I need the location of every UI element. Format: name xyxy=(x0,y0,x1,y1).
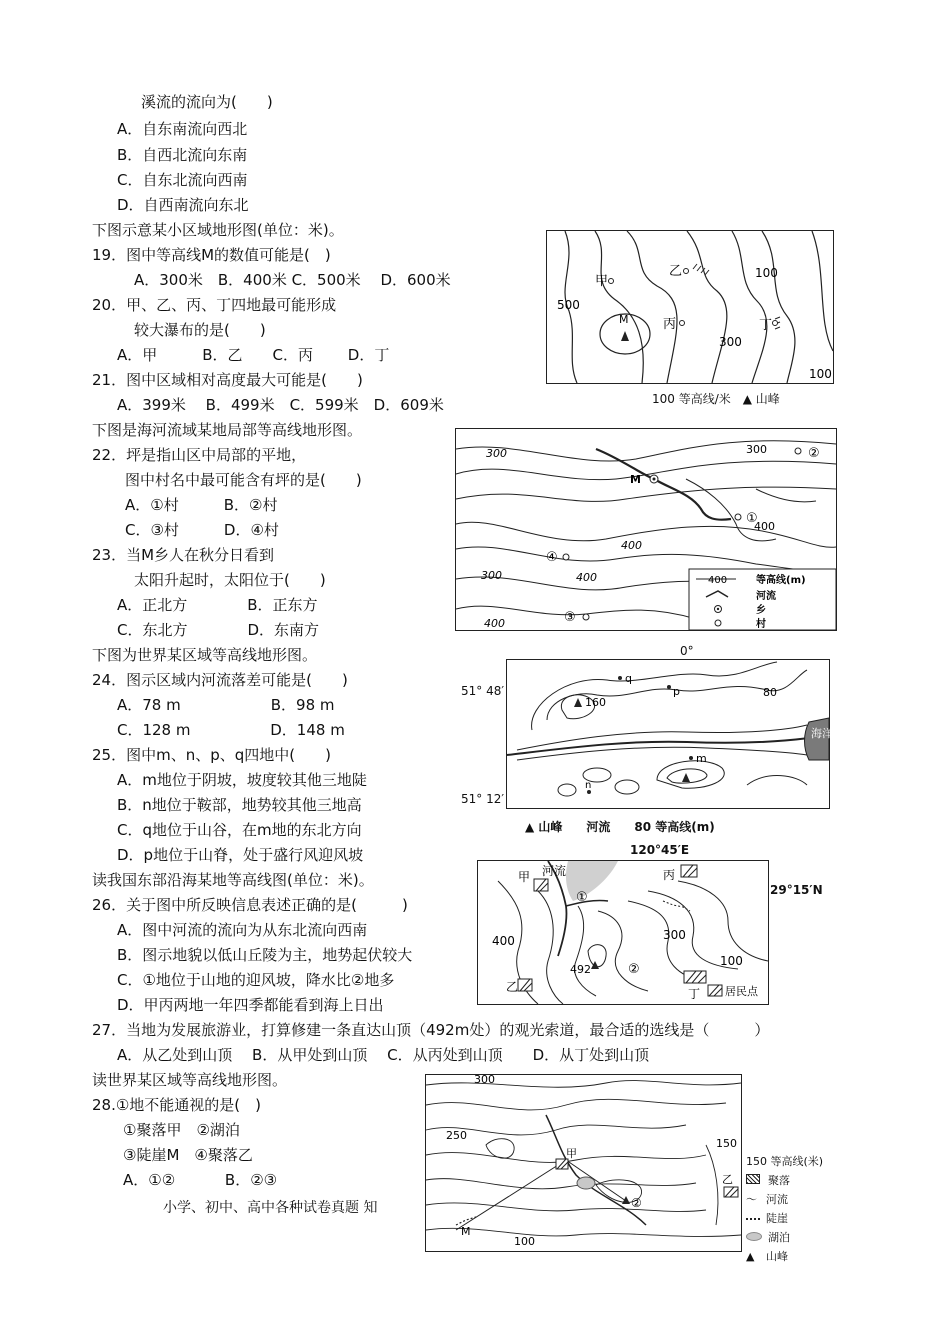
map3-contour xyxy=(532,662,777,730)
map5-legend-lake-icon xyxy=(746,1232,762,1241)
map5-legend-contour: 150 等高线(米) xyxy=(746,1155,824,1168)
map1-point-bing xyxy=(680,321,685,326)
q23-options-cd: C．东北方 D．东南方 xyxy=(117,621,320,639)
q26-stem: 26．关于图中所反映信息表述正确的是( ) xyxy=(92,896,408,914)
map2-label-v4: ④ xyxy=(546,550,558,565)
q21-stem: 21．图中区域相对高度最大可能是( ) xyxy=(92,371,363,389)
map1-label-jia: 甲 xyxy=(595,274,609,289)
map5-contour xyxy=(706,1145,718,1225)
q25-option-a: A．m地位于阴坡，坡度较其他三地陡 xyxy=(117,771,367,789)
map3-contour xyxy=(615,780,639,794)
map1-label-m: M xyxy=(619,313,629,326)
map3-contour-map xyxy=(506,659,833,809)
map2-contour xyxy=(456,461,836,479)
map5-contour-map xyxy=(425,1074,742,1252)
map1-label-300: 300 xyxy=(719,335,742,349)
map3-label-80: 80 xyxy=(763,686,777,699)
map4-contour xyxy=(538,891,563,1004)
map5-legend-settlement-icon xyxy=(746,1174,760,1184)
map2-legend-river: 河流 xyxy=(756,591,776,602)
q26-option-a: A．图中河流的流向为从东北流向西南 xyxy=(117,921,368,939)
q24-stem: 24．图示区域内河流落差可能是( ) xyxy=(92,671,348,689)
map5-legend-peak-icon: ▲ xyxy=(746,1250,755,1263)
map4-peak-icon xyxy=(591,961,599,969)
map1-peak-icon xyxy=(621,331,629,341)
map3-contour xyxy=(657,761,724,788)
map4-label-peak: 492 xyxy=(570,963,591,976)
map5-legend-river: 河流 xyxy=(766,1193,788,1206)
map1-label-bing: 丙 xyxy=(663,317,677,332)
map2-legend-village-icon xyxy=(715,620,721,626)
map2-label-m: M xyxy=(630,473,641,486)
map3-point-q xyxy=(618,676,622,680)
map5-legend-lake: 湖泊 xyxy=(768,1231,790,1244)
map1-contour xyxy=(627,231,677,383)
map3-lat2-label: 51° 12′ xyxy=(461,792,505,806)
q23-stem-cont: 太阳升起时，太阳位于( ) xyxy=(134,571,326,589)
map4-contour-map xyxy=(477,860,769,1005)
map1-label-100b: 100 xyxy=(809,367,832,381)
map3-label-q: q xyxy=(625,672,632,685)
map5-svg xyxy=(426,1075,741,1251)
q26-option-b: B．图示地貌以低山丘陵为主，地势起伏较大 xyxy=(117,946,413,964)
map4-svg xyxy=(478,861,768,1004)
map2-legend-contour-val: 400 xyxy=(708,575,728,586)
q19-stem: 19．图中等高线M的数值可能是( ) xyxy=(92,246,331,264)
map5-legend-lake-row xyxy=(746,1228,823,1247)
map3-label-m: m xyxy=(696,752,707,765)
q24-options-cd: C．128 m D．148 m xyxy=(117,721,345,739)
intro-map3: 下图为世界某区域等高线地形图。 xyxy=(92,646,318,664)
map3-river xyxy=(507,738,809,755)
map5-label-250: 250 xyxy=(446,1129,467,1142)
map2-label-300c: 300 xyxy=(481,569,502,582)
intro-map5: 读世界某区域等高线地形图。 xyxy=(92,1071,288,1089)
map3-contour xyxy=(517,725,807,750)
map4-label-ding: 丁 xyxy=(688,987,701,1001)
map2-label-400c: 400 xyxy=(754,520,775,533)
map5-label-m: M xyxy=(461,1225,471,1238)
map1-contour xyxy=(687,231,727,383)
map5-legend-river-icon: ～ xyxy=(746,1193,757,1206)
q25-option-b: B．n地位于鞍部，地势较其他三地高 xyxy=(117,796,362,814)
q28-list-2: ③陡崖M ④聚落乙 xyxy=(123,1146,253,1164)
q28-list-1: ①聚落甲 ②湖泊 xyxy=(123,1121,240,1139)
map5-legend-cliff-row xyxy=(746,1209,823,1228)
map2-contour xyxy=(456,441,836,461)
map4-label-c1: ① xyxy=(576,890,588,905)
map3-point-p xyxy=(667,685,671,689)
map2-label-v3: ③ xyxy=(564,610,576,625)
map5-contour xyxy=(426,1203,706,1212)
intro-map2: 下图是海河流域某地局部等高线地形图。 xyxy=(92,421,363,439)
map4-label-yi: 乙 xyxy=(506,980,519,994)
q18-option-d: D．自西南流向东北 xyxy=(117,196,249,214)
map4-contour xyxy=(678,881,768,961)
map3-label-peak: 160 xyxy=(585,696,606,709)
map4-legend-settlement: 居民点 xyxy=(725,985,758,998)
map4-label-400: 400 xyxy=(492,934,515,948)
map4-label-bing: 丙 xyxy=(663,868,676,882)
map1-cliff xyxy=(693,264,709,275)
map4-label-c2: ② xyxy=(628,962,640,977)
q20-options: A．甲 B．乙 C．丙 D．丁 xyxy=(117,346,390,364)
map4-label-300: 300 xyxy=(663,928,686,942)
q21-options: A．399米 B．499米 C．599米 D．609米 xyxy=(117,396,444,414)
map5-label-100: 100 xyxy=(514,1235,535,1248)
map1-contour xyxy=(812,231,833,351)
map2-label-400a: 400 xyxy=(621,539,642,552)
map1-contour xyxy=(732,231,767,383)
map2-legend-township: 乡 xyxy=(756,605,766,616)
map3-point-m xyxy=(689,756,693,760)
q18-stem-cont: 溪流的流向为( ) xyxy=(141,93,273,111)
map5-label-peak: ② xyxy=(631,1196,642,1210)
map3-peak-icon-m xyxy=(682,773,690,782)
map5-lake xyxy=(577,1177,595,1189)
map1-label-yi: 乙 xyxy=(669,264,683,279)
q20-stem: 20．甲、乙、丙、丁四地最可能形成 xyxy=(92,296,337,314)
map2-village-3 xyxy=(583,614,589,620)
map2-contour-map xyxy=(455,428,837,631)
map5-legend-cliff-icon xyxy=(746,1218,760,1220)
map5-legend xyxy=(746,1152,823,1266)
map3-lon-label: 0° xyxy=(680,644,694,658)
q26-option-d: D．甲丙两地一年四季都能看到海上日出 xyxy=(117,996,384,1014)
map2-label-400b: 400 xyxy=(576,571,597,584)
map5-label-yi: 乙 xyxy=(722,1173,733,1186)
map4-lon-label: 120°45′E xyxy=(630,843,690,857)
map2-village-4 xyxy=(563,554,569,560)
map1-label-ding: 丁 xyxy=(759,318,773,333)
map5-label-jia: 甲 xyxy=(566,1147,577,1160)
map4-label-river: 河流 xyxy=(542,864,567,878)
q18-option-b: B．自西北流向东南 xyxy=(117,146,248,164)
map2-village-2 xyxy=(795,448,801,454)
map5-label-150: 150 xyxy=(716,1137,737,1150)
map3-peak-icon xyxy=(574,698,582,707)
map3-label-p: p xyxy=(673,685,680,698)
map5-label-300: 300 xyxy=(474,1073,495,1086)
map5-contour xyxy=(426,1099,726,1110)
map3-lat1-label: 51° 48′ xyxy=(461,684,505,698)
footer-text: 小学、初中、高中各种试卷真题 知 xyxy=(163,1200,378,1216)
q22-stem: 22．坪是指山区中局部的平地， xyxy=(92,446,307,464)
map4-label-jia: 甲 xyxy=(518,870,531,884)
q22-options-cd: C．③村 D．④村 xyxy=(125,521,279,539)
q27-options: A．从乙处到山顶 B．从甲处到山顶 C．从丙处到山顶 D．从丁处到山顶 xyxy=(117,1046,650,1064)
map4-contour xyxy=(574,906,596,996)
q23-stem: 23．当M乡人在秋分日看到 xyxy=(92,546,275,564)
map2-label-300a: 300 xyxy=(486,447,507,460)
q27-stem: 27．当地为发展旅游业，打算修建一条直达山顶（492m处）的观光索道，最合适的选线是（ ） xyxy=(92,1021,770,1039)
map2-svg xyxy=(456,429,836,630)
map1-svg xyxy=(547,231,833,383)
map1-contour xyxy=(595,231,643,383)
map3-label-n: n xyxy=(585,780,592,791)
q25-option-c: C．q地位于山谷，在m地的东北方向 xyxy=(117,821,362,839)
map2-label-400d: 400 xyxy=(484,617,505,630)
q23-options-ab: A．正北方 B．正东方 xyxy=(117,596,318,614)
map4-lat-label: 29°15′N xyxy=(770,883,823,897)
map1-point-jia xyxy=(609,279,614,284)
map2-label-v2: ② xyxy=(808,446,820,461)
map3-contour xyxy=(747,776,807,785)
map5-legend-river-row xyxy=(746,1190,823,1209)
map1-contour-map xyxy=(546,230,834,384)
map3-legend: ▲ 山峰 河流 80 等高线(m) xyxy=(525,820,715,834)
map1-point-ding xyxy=(773,321,778,326)
q19-options: A．300米 B．400米 C．500米 D．600米 xyxy=(134,271,451,289)
q25-option-d: D．p地位于山脊，处于盛行风迎风坡 xyxy=(117,846,364,864)
map2-contour xyxy=(456,522,836,547)
map5-legend-peak: 山峰 xyxy=(766,1250,788,1263)
map3-contour xyxy=(558,784,576,796)
map5-legend-settlement-row xyxy=(746,1171,823,1190)
map1-label-100a: 100 xyxy=(755,266,778,280)
map5-peak-icon xyxy=(622,1196,630,1204)
q22-stem-cont: 图中村名中最可能含有坪的是( ) xyxy=(125,471,362,489)
map2-label-v1: ① xyxy=(746,511,758,526)
q24-options-ab: A．78 m B．98 m xyxy=(117,696,335,714)
map5-contour xyxy=(426,1179,696,1189)
map1-point-yi xyxy=(684,269,689,274)
map2-township-dot xyxy=(653,478,656,481)
map2-river xyxy=(596,449,731,520)
map1-legend: 100 等高线/米 ▲ 山峰 xyxy=(652,392,780,406)
map4-label-100: 100 xyxy=(720,954,743,968)
q20-stem-cont: 较大瀑布的是( ) xyxy=(134,321,266,339)
map3-label-sea: 海洋 xyxy=(811,727,833,740)
map4-cliff xyxy=(663,901,690,911)
map5-contour xyxy=(486,1139,514,1159)
map2-label-300b: 300 xyxy=(746,443,767,456)
map2-village-1 xyxy=(735,514,741,520)
map3-svg xyxy=(507,660,833,808)
map2-legend-village: 村 xyxy=(756,619,766,630)
map2-legend-township-dot xyxy=(717,608,719,610)
map5-legend-cliff: 陡崖 xyxy=(766,1212,788,1225)
map5-legend-settlement: 聚落 xyxy=(768,1174,790,1187)
map2-contour xyxy=(756,489,816,502)
intro-map1: 下图示意某小区域地形图(单位：米)。 xyxy=(92,221,344,239)
map2-legend-contour: 等高线(m) xyxy=(756,575,806,586)
map2-contour xyxy=(456,487,836,501)
q18-option-a: A．自东南流向西北 xyxy=(117,120,248,138)
q28-options: A．①② B．②③ xyxy=(123,1171,278,1189)
map4-lake xyxy=(566,861,618,901)
map5-legend-peak-row xyxy=(746,1247,823,1266)
map5-sight-line-2 xyxy=(456,1160,566,1230)
q18-option-c: C．自东北流向西南 xyxy=(117,171,248,189)
q22-options-ab: A．①村 B．②村 xyxy=(125,496,278,514)
q26-option-c: C．①地位于山地的迎风坡，降水比②地多 xyxy=(117,971,395,989)
map1-label-500: 500 xyxy=(557,298,580,312)
map5-sight-line xyxy=(566,1160,626,1201)
intro-map4: 读我国东部沿海某地等高线图(单位：米)。 xyxy=(92,871,374,889)
q25-stem: 25．图中m、n、p、q四地中( ) xyxy=(92,746,331,764)
q28-stem: 28.①地不能通视的是( ) xyxy=(92,1096,262,1114)
map2-contour xyxy=(456,547,836,571)
map5-contour xyxy=(426,1228,741,1236)
map1-contour xyxy=(762,231,795,383)
